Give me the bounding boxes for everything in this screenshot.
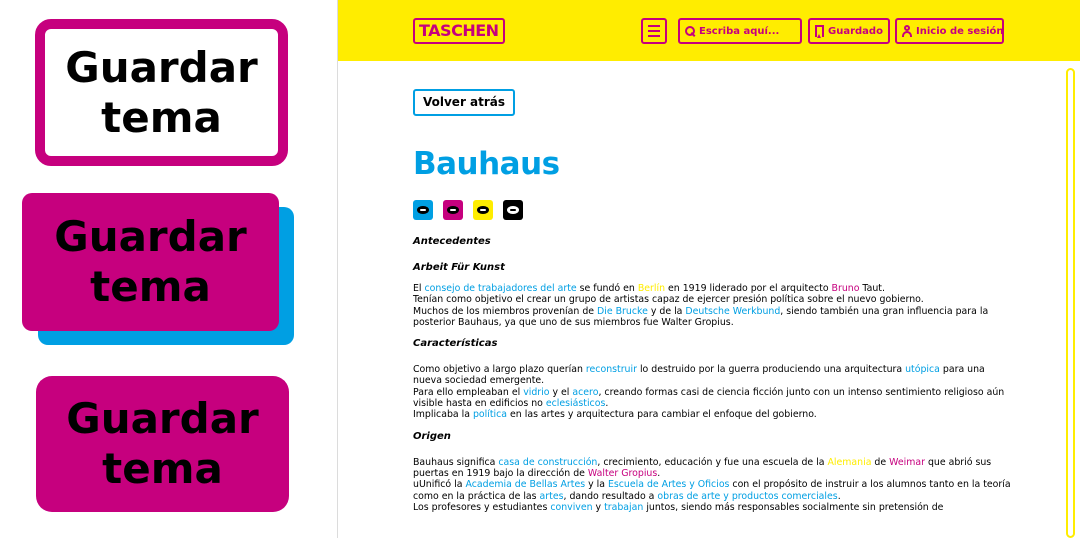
link[interactable]: Deutsche Werkbund [685,305,781,317]
taschen-logo[interactable]: TASCHEN [413,18,505,44]
link[interactable]: eclesiásticos [545,398,606,410]
link[interactable]: Alemania [827,456,872,468]
search-icon [685,26,695,36]
text: para una nueva sociedad emergente. [413,364,985,387]
link[interactable]: vidrio [523,386,550,398]
search-placeholder: Escriba aquí... [699,25,780,37]
link[interactable]: Walter Gropius [587,467,658,479]
hamburger-icon [648,25,660,27]
text: Taut. [859,283,885,294]
link[interactable]: acero [572,386,599,398]
login-button[interactable] [895,18,1004,44]
search-input[interactable] [678,18,802,44]
paragraph [413,457,1013,513]
link[interactable]: Academia de Bellas Artes [465,479,586,491]
text: uUnificó la [413,479,466,491]
text: Bauhaus significa [413,456,499,468]
link[interactable]: política [472,409,508,421]
website-view [338,0,1080,538]
text: Los profesores y estudiantes [413,501,551,513]
scrollbar[interactable] [1066,68,1075,538]
section-subheading: Arbeit Für Kunst [413,262,505,273]
paragraph [413,364,1013,420]
saved-label: Guardado [828,25,883,37]
text: que abrió sus puertas en 1919 bajo la dirección de [413,456,992,479]
black-theme-swatch[interactable] [503,200,523,220]
lips-icon [507,206,519,214]
top-navigation-bar [338,0,1080,61]
magenta-theme-swatch[interactable] [443,200,463,220]
text: , siendo también una gran influencia para la posterior Bauhaus, ya que uno de sus miembros fue Walter Gropius. [413,305,989,328]
link[interactable]: obras de arte y productos comerciales [657,490,838,502]
login-label: Inicio de sesión [916,25,1004,37]
text: con el propósito de instruir a los alumnos tanto en la teoría como en la práctica de las [413,479,1011,502]
bookmark-icon [815,25,824,37]
link[interactable]: conviven [550,501,593,513]
user-icon [902,25,912,37]
text: y la [585,479,608,491]
text: Implicaba la [413,409,473,421]
text: El [413,283,425,294]
text: en 1919 liderado por el arquitecto [665,283,832,294]
lips-icon [477,206,489,214]
save-theme-button-filled[interactable]: Guardar tema [36,376,289,512]
section-heading: Antecedentes [413,236,491,247]
hamburger-icon [648,35,660,37]
link[interactable]: Berlín [637,283,666,294]
section-heading: Origen [413,430,451,442]
lips-icon [447,206,459,214]
lips-icon [417,206,429,214]
text: , crecimiento, educación y fue una escuela de la [597,456,828,468]
text: y [592,501,605,513]
link[interactable]: Weimar [889,456,925,468]
theme-swatches [413,200,523,220]
text: juntos, siendo más responsables socialmente sin pretensión de [643,501,944,513]
link[interactable]: artes [539,490,564,502]
text: y el [549,386,573,398]
link[interactable]: Bruno [831,283,860,294]
text: . [837,490,841,502]
saved-button[interactable] [808,18,890,44]
text: , dando resultado a [563,490,658,502]
section-heading: Características [413,338,498,350]
link[interactable]: trabajan [604,501,644,513]
menu-button[interactable] [641,18,667,44]
text: en las artes y arquitectura para cambiar el enfoque del gobierno. [507,409,817,421]
cyan-theme-swatch[interactable] [413,200,433,220]
text: , creando formas casi de ciencia ficción junto con un intenso sentimiento religioso aún visible hasta en edificios no [413,386,1005,410]
link[interactable]: consejo de trabajadores del arte [424,283,577,294]
text: . [657,467,661,479]
yellow-theme-swatch[interactable] [473,200,493,220]
text: se fundó en [576,283,638,294]
button-style-showcase [0,0,336,538]
link[interactable]: Escuela de Artes y Oficios [607,479,730,491]
text: y de la [647,305,686,317]
link[interactable]: casa de construcción [498,456,598,468]
page-title: Bauhaus [413,146,560,182]
link[interactable]: Die Brucke [597,305,648,317]
text: Como objetivo a largo plazo querían [413,364,586,376]
text: Para ello empleaban el [413,386,524,398]
text: Muchos de los miembros provenían de [413,305,598,317]
paragraph [413,283,1013,328]
back-button[interactable]: Volver atrás [413,89,515,116]
link[interactable]: reconstruir [585,364,637,376]
text: Tenían como objetivo el crear un grupo de artistas capaz de ejercer presión política sobre el nuevo gobierno. [413,294,924,306]
article-body [413,236,1013,523]
save-theme-button-raised[interactable]: Guardar tema [22,193,279,331]
hamburger-icon [648,30,660,32]
scrollbar-thumb[interactable] [1069,72,1072,402]
link[interactable]: utópica [905,364,940,376]
save-theme-button-outlined[interactable]: Guardar tema [35,19,288,166]
text: . [605,398,609,410]
text: de [871,456,890,468]
text: lo destruido por la guerra produciendo una arquitectura [636,364,906,376]
